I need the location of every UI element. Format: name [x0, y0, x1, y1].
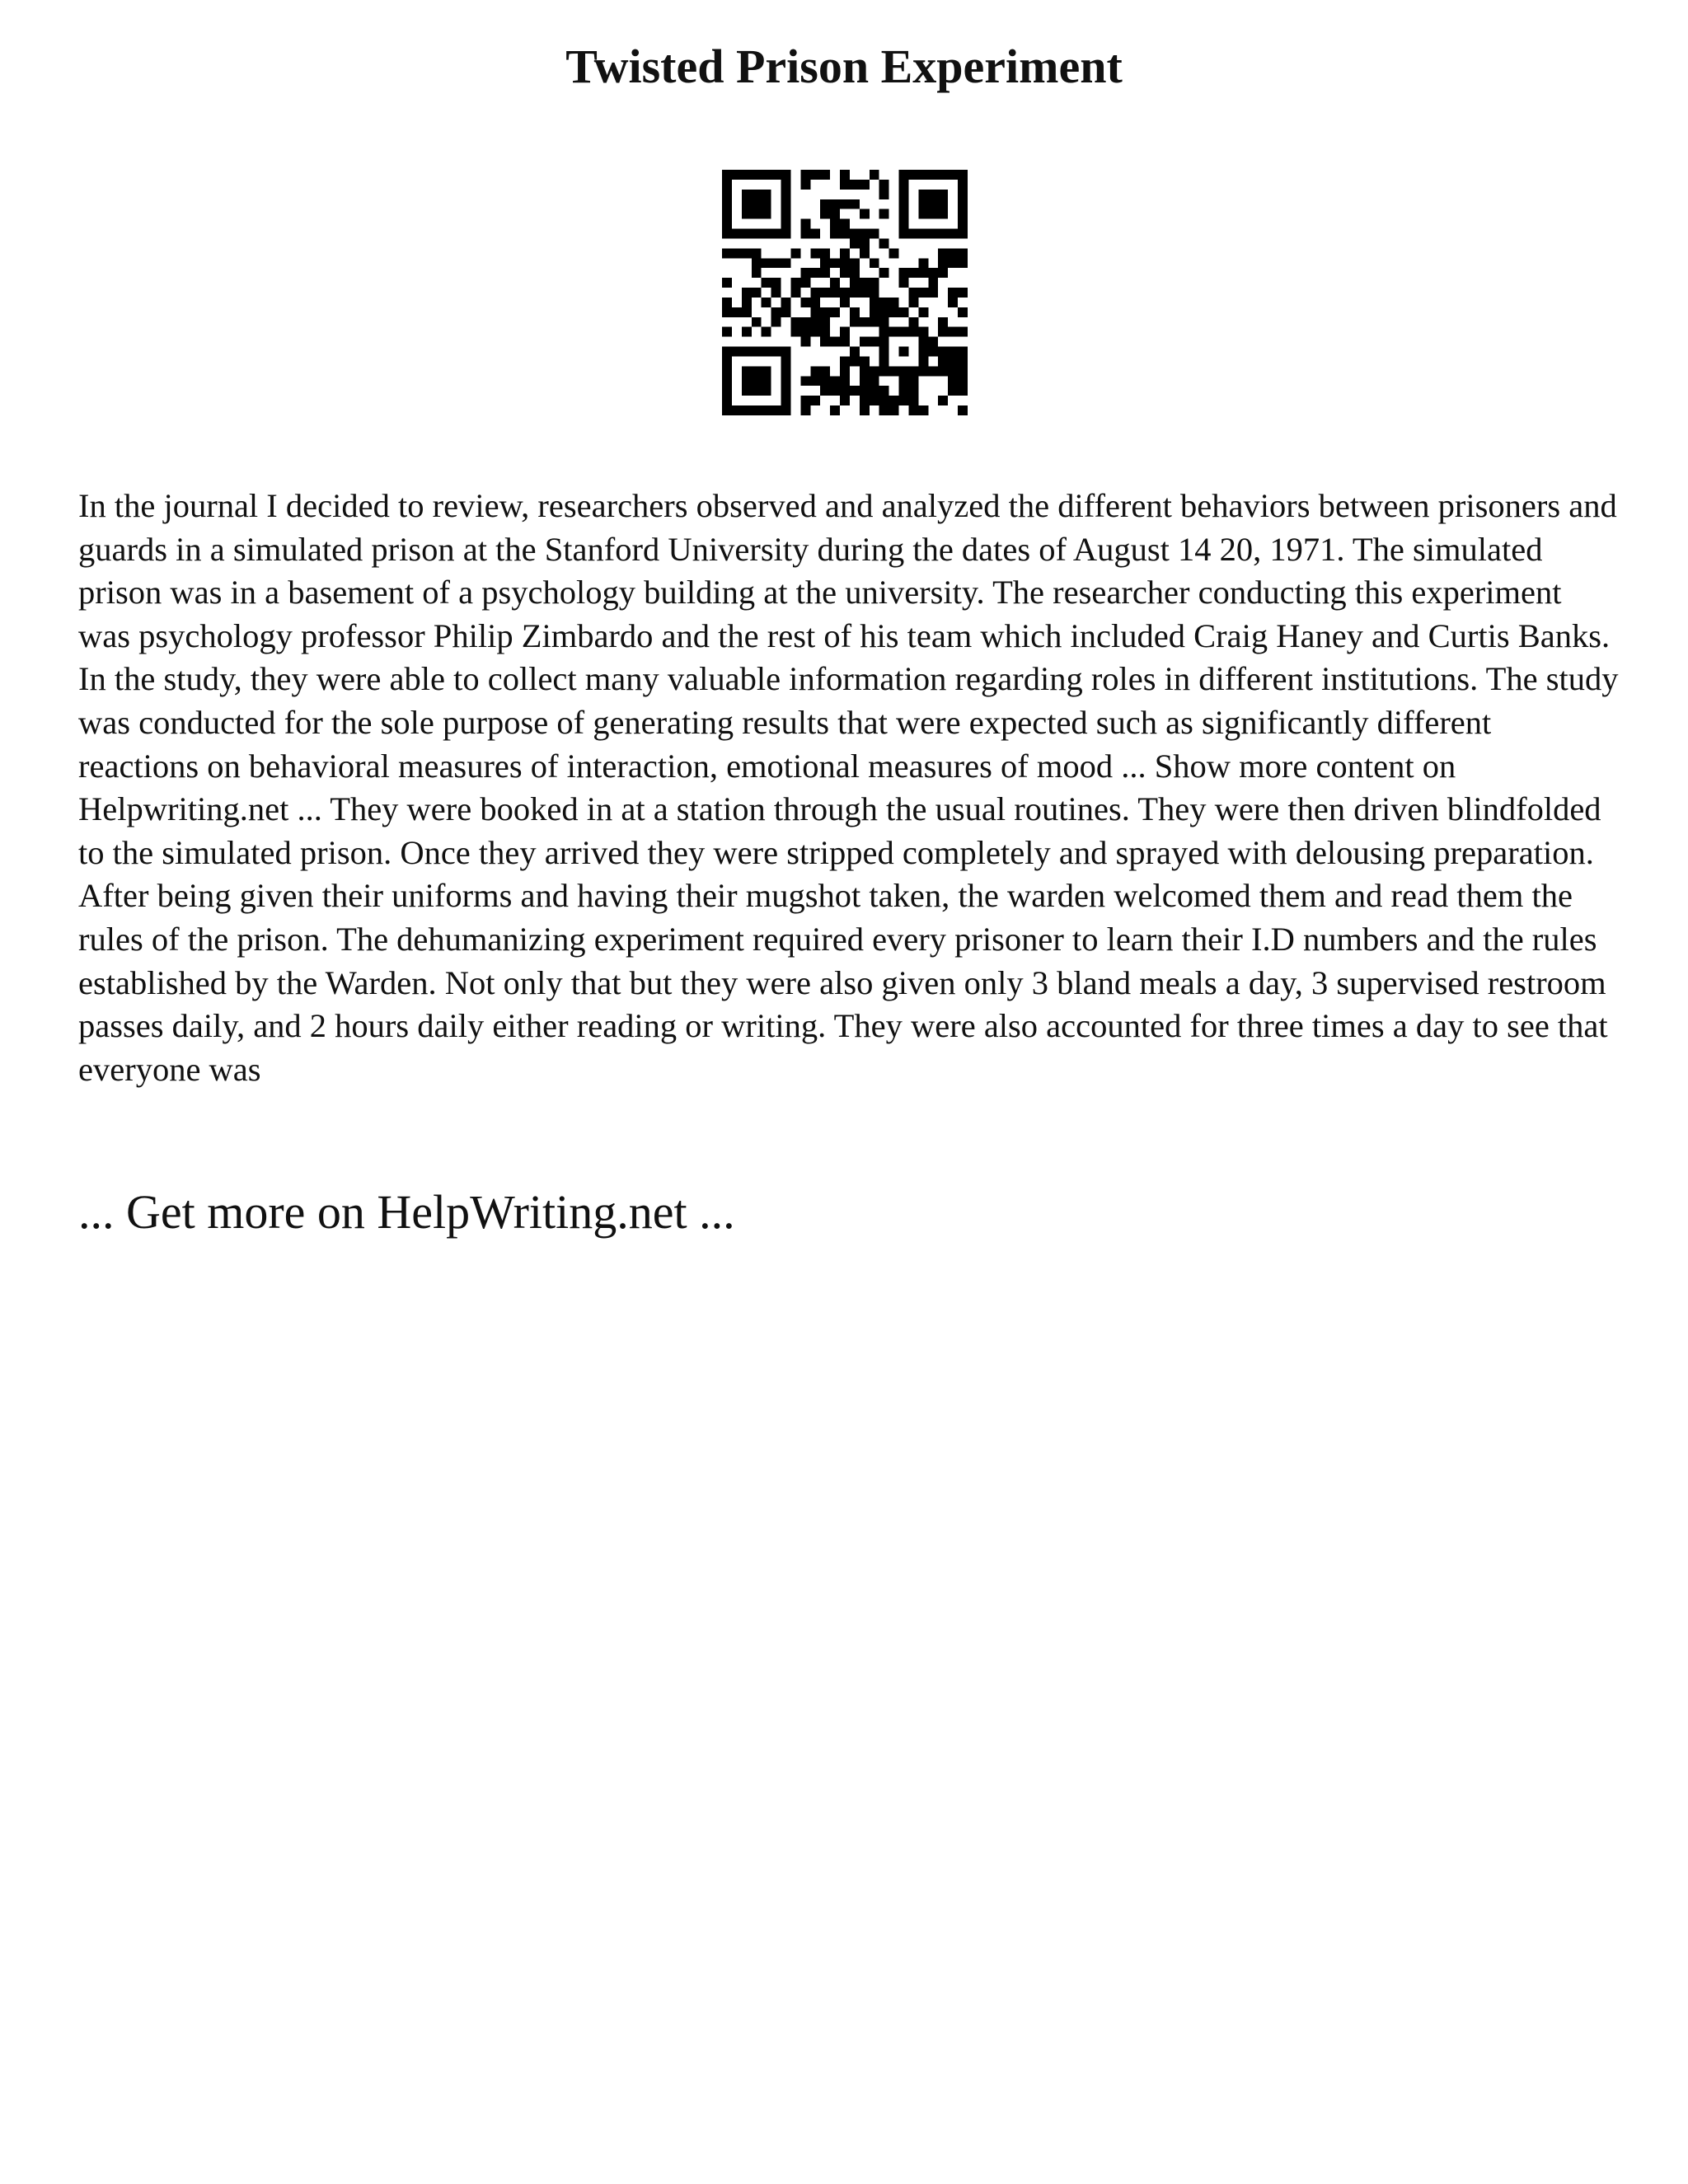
document-title: Twisted Prison Experiment — [565, 40, 1123, 93]
qr-code-icon[interactable] — [722, 170, 968, 415]
get-more-link[interactable]: ... Get more on HelpWriting.net ... — [78, 1185, 735, 1239]
body-paragraph: In the journal I decided to review, researchers observed and analyzed the different behaviors between prisoners and guards in a simulated prison at the Stanford University during the dates of August 14 20, 1971. The simulated prison was in a basement of a psychology building at the university. The researcher conducting this experiment was psychology professor Philip Zimbardo and the rest of his team which included Craig Haney and Curtis Banks. In the study, they were able to collect many valuable information regarding roles in different institutions. The study was conducted for the sole purpose of generating results that were expected such as significantly different reactions on behavioral measures of interaction, emotional measures of mood ... Show more content on Helpwriting.net ... They were booked in at a station through the usual routines. They were then driven blindfolded to the simulated prison. Once they arrived they were stripped completely and sprayed with delousing preparation. After being given their uniforms and having their mugshot taken, the warden welcomed them and read them the rules of the prison. The dehumanizing experiment required every prisoner to learn their I.D numbers and the rules established by the Warden. Not only that but they were also given only 3 bland meals a day, 3 supervised restroom passes daily, and 2 hours daily either reading or writing. They were also accounted for three times a day to see that everyone was — [78, 487, 1619, 1088]
